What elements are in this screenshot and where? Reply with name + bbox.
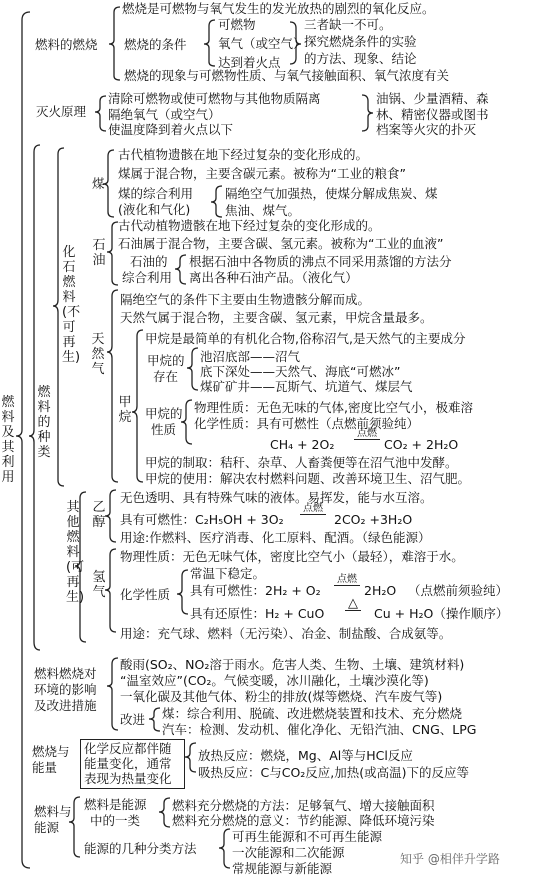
env-l1: 酸雨(SO₂、NO₂溶于雨水。危害人类、生物、土壤、建筑材料)	[120, 657, 465, 672]
source-s1b: 中的一类	[90, 813, 141, 828]
methane-exist-1: 池沼底部——沼气	[200, 349, 301, 364]
coal-use-2: 焦油、煤气。	[225, 203, 301, 218]
coal-label: 煤	[92, 176, 105, 191]
s1-note-2: 探究燃烧条件的实验	[304, 34, 417, 49]
hydrogen-chem-2a: 具有可燃性：2H₂ + O₂	[190, 583, 321, 598]
source-class-3: 常规能源与新能源	[232, 861, 333, 876]
s2-title: 灭火原理	[36, 104, 87, 119]
s2-note-2: 林、精密仪器或图书	[376, 107, 489, 122]
energy-title-2: 能量	[32, 760, 58, 775]
coal-l1: 古代植物遗骸在地下经过复杂的变化形成的。	[118, 147, 369, 162]
oil-use-label-2: 综合利用	[122, 270, 173, 285]
s1-note-1: 三者缺一不可。	[304, 17, 392, 32]
s2-item-2: 隔绝氧气（或空气）	[108, 107, 221, 122]
methane-eq-right: CO₂ + 2H₂O	[384, 437, 459, 452]
fossil-title: 化石燃料(不可再生)	[62, 245, 81, 365]
env-l2: “温室效应”(CO₂。气候变暖，冰川融化，土壤沙漠化等)	[120, 673, 429, 688]
oil-label: 石油	[92, 238, 106, 268]
energy-box-3: 表现为热量变化	[84, 771, 172, 786]
oil-use-label-1: 石油的	[130, 254, 168, 269]
s1-cond-label: 燃烧的条件	[124, 37, 187, 52]
methane-prop-1: 物理性质：无色无味的气体,密度比空气小，极难溶	[194, 400, 473, 415]
coal-l2: 煤属于混合物，主要含碳元素。被称为“工业的粮食”	[118, 166, 406, 181]
energy-exo: 放热反应：燃烧，Mg、Al等与HCl反应	[198, 748, 413, 763]
methane-exist-3: 煤矿矿井——瓦斯气、坑道气、煤层气	[200, 379, 413, 394]
s1-cond-2: 氧气（或空气）	[218, 36, 306, 51]
ethanol-label: 乙醇	[92, 500, 106, 530]
ethanol-eq-right: 2CO₂ +3H₂O	[334, 512, 413, 527]
other-title: 其他燃料(可再生)	[66, 500, 85, 605]
methane-label: 甲烷	[118, 395, 132, 425]
s1-cond-1: 可燃物	[218, 17, 256, 32]
hydrogen-label: 氢气	[92, 570, 106, 600]
hydrogen-chem-1: 常温下稳定。	[190, 566, 266, 581]
oil-use-1: 根据石油中各物质的沸点不同采用蒸馏的方法分	[189, 254, 452, 269]
root-title: 燃料及其利用	[1, 395, 15, 485]
ethanol-eq-cond: 点燃	[300, 503, 326, 515]
ethanol-eq-left: 具有可燃性：C₂H₅OH + 3O₂	[120, 512, 284, 527]
env-improve-1: 煤：综合利用、脱硫、改进燃烧装置和技术、充分燃烧	[162, 706, 463, 721]
hydrogen-chem-3c: △	[345, 597, 361, 611]
s2-note-3: 档案等火灾的扑灭	[376, 122, 477, 137]
s1-cond-3: 达到着火点	[218, 55, 281, 70]
coal-use-1: 隔绝空气加强热，使煤分解成焦炭、煤	[225, 186, 438, 201]
s1-note-3: 的方法、现象、结论	[304, 51, 417, 66]
energy-title-1: 燃烧与	[32, 744, 70, 759]
coal-use-label-2: (液化和气化)	[118, 202, 191, 217]
hydrogen-chem-2b: 2H₂O	[364, 583, 397, 598]
ethanol-use: 用途:作燃料、医疗消毒、化工原料、配酒。（绿色能源）	[120, 530, 431, 545]
oil-use-2: 离出各种石油产品。（液化气）	[189, 270, 358, 285]
oil-l1: 古代动植物遗骸在地下经过复杂的变化形成的。	[118, 218, 381, 233]
env-improve-2: 汽车：检测、发动机、催化净化、无铅汽油、CNG、LPG	[162, 722, 477, 737]
methane-exist-label-2: 存在	[153, 369, 179, 384]
methane-prop-label-1: 甲烷的	[145, 406, 183, 421]
source-meaning: 燃料充分燃烧的意义：节约能源、降低环境污染	[172, 813, 435, 828]
hydrogen-chem-2c: 点燃	[334, 574, 360, 586]
env-improve-label: 改进	[120, 712, 146, 727]
hydrogen-phys: 物理性质：无色无味气体，密度比空气小（最轻），难溶于水。	[120, 549, 464, 564]
ethanol-l1: 无色透明、具有特殊气味的液体。易挥发，能与水互溶。	[120, 490, 433, 505]
methane-prop-2: 化学性质：具有可燃性（点燃前须验纯）	[194, 416, 420, 431]
energy-endo: 吸热反应：C与CO₂反应,加热(或高温)下的反应等	[198, 765, 470, 780]
env-title-1: 燃料燃烧对	[34, 666, 97, 681]
hydrogen-use: 用途：充气球、燃料（无污染）、冶金、制盐酸、合成氨等。	[120, 626, 452, 641]
source-method: 燃料充分燃烧的方法：足够氧气、增大接触面积	[172, 798, 435, 813]
gas-l2: 天然气属于混合物，主要含碳、氢元素，甲烷含量最多。	[120, 310, 433, 325]
source-class-label: 能源的几种分类方法	[84, 841, 197, 856]
hydrogen-chem-label: 化学性质	[120, 587, 171, 602]
source-s1a: 燃料是能源	[84, 797, 147, 812]
env-title-2: 环境的影响	[34, 682, 97, 697]
methane-eq-left: CH₄ + 2O₂	[270, 437, 335, 452]
s1-title: 燃料的燃烧	[35, 37, 98, 52]
coal-use-label-1: 煤的综合利用	[118, 186, 194, 201]
gas-l1: 隔绝空气的条件下主要由生物遗骸分解而成。	[120, 292, 371, 307]
methane-exist-label-1: 甲烷的	[147, 353, 185, 368]
methane-prop-label-2: 性质	[151, 422, 177, 437]
s1-def: 燃烧是可燃物与氧气发生的发光放热的剧烈的氧化反应。	[122, 1, 435, 16]
methane-exist-2: 底下深处——天然气、海底“可燃冰”	[200, 364, 401, 379]
methane-use: 甲烷的使用：解决农村燃料问题、改善环境卫生、沼气肥。	[145, 471, 471, 486]
gas-label: 天然气	[91, 332, 105, 377]
oil-l2: 石油属于混合物，主要含碳、氢元素。被称为“工业的血液”	[118, 236, 444, 251]
source-title-2: 能源	[34, 820, 60, 835]
env-title-3: 及改进措施	[34, 698, 97, 713]
hydrogen-chem-2n: （点燃前须验纯）	[408, 583, 509, 598]
hydrogen-chem-3b: Cu + H₂O（操作顺序）	[374, 606, 509, 621]
methane-make: 甲烷的制取：秸秆、杂草、人畜粪便等在沼气池中发酵。	[145, 455, 458, 470]
source-class-1: 可再生能源和不可再生能源	[232, 829, 383, 844]
methane-eq-cond: 点燃	[354, 428, 380, 440]
s1-phen: 燃烧的现象与可燃物性质、与氧气接触面积、氧气浓度有关	[124, 68, 450, 83]
s2-note-1: 油锅、少量酒精、森	[376, 91, 489, 106]
s2-item-3: 使温度降到着火点以下	[108, 122, 234, 137]
energy-box-1: 化学反应都伴随	[84, 741, 172, 756]
energy-box-2: 能量变化，通常	[84, 756, 172, 771]
watermark: 知乎 @相伴升学路	[400, 852, 500, 866]
kinds-title: 燃料的种类	[37, 385, 51, 460]
s2-item-1: 清除可燃物或使可燃物与其他物质隔离	[108, 91, 321, 106]
env-l3: 一氧化碳及其他气体、粉尘的排放(煤等燃烧、汽车废气等)	[120, 689, 443, 704]
methane-l1: 甲烷是最简单的有机化合物,俗称沼气,是天然气的主要成分	[145, 331, 466, 346]
hydrogen-chem-3a: 具有还原性：H₂ + CuO	[190, 606, 325, 621]
source-class-2: 一次能源和二次能源	[232, 845, 345, 860]
source-title-1: 燃料与	[34, 804, 72, 819]
